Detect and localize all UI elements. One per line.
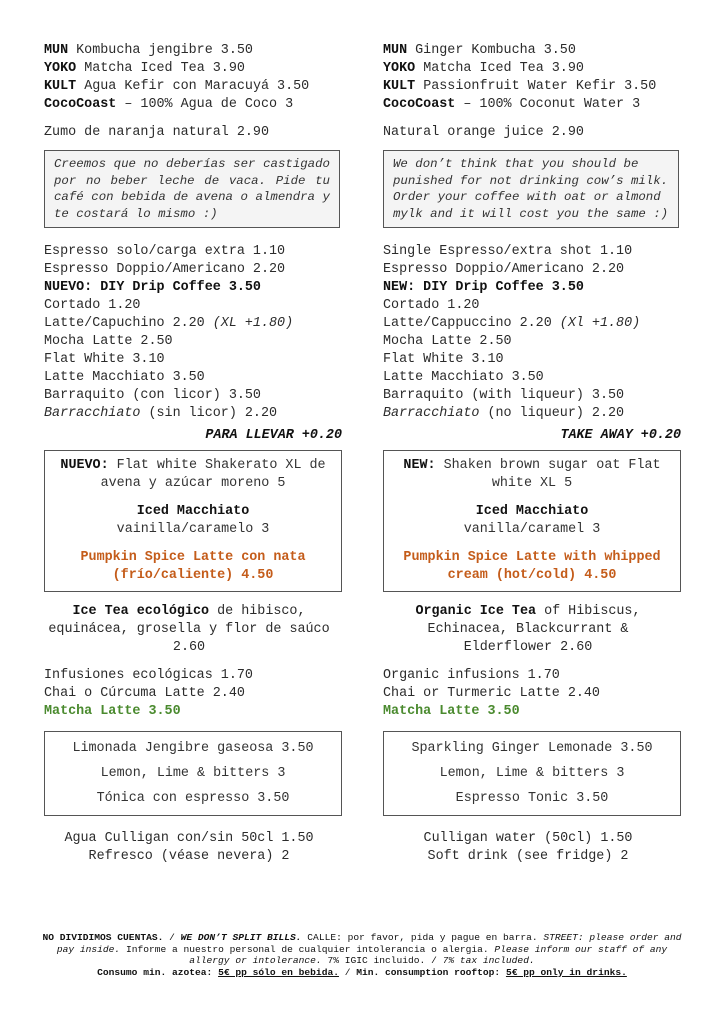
drink-mun-es: MUN Kombucha jengibre 3.50 (44, 43, 253, 58)
water-es: Agua Culligan con/sin 50cl 1.50 (64, 831, 314, 846)
drink-kult-es: KULT Agua Kefir con Maracuyá 3.50 (44, 79, 310, 94)
soft-drinks-box-es (44, 731, 342, 816)
drink-cococoast-es: CocoCoast – 100% Agua de Coco 3 (44, 97, 294, 112)
iced-macchiato-en: Iced Macchiato vanilla/caramel 3 (463, 504, 601, 537)
flat-white-en: Flat White 3.10 (383, 352, 504, 367)
takeaway-surcharge-en: TAKE AWAY +0.20 (560, 428, 681, 443)
lemon-lime-bitters-es: Lemon, Lime & bitters 3 (100, 766, 286, 781)
infusions-es: Infusiones ecológicas 1.70 (44, 668, 253, 683)
specials-box-en (383, 450, 681, 592)
drip-coffee-es: NUEVO: DIY Drip Coffee 3.50 (44, 280, 261, 295)
lemonade-es: Limonada Jengibre gaseosa 3.50 (72, 741, 314, 756)
mocha-es: Mocha Latte 2.50 (44, 334, 173, 349)
bottled-drinks-en (383, 42, 683, 114)
latte-macchiato-en: Latte Macchiato 3.50 (383, 370, 544, 385)
barraquito-es: Barraquito (con licor) 3.50 (44, 388, 261, 403)
barraquito-en: Barraquito (with liqueur) 3.50 (383, 388, 625, 403)
orange-juice-en: Natural orange juice 2.90 (383, 125, 584, 140)
espresso-en: Single Espresso/extra shot 1.10 (383, 244, 633, 259)
milk-note-es: Creemos que no deberías ser castigado por no beber leche de vaca. Pide tu café con bebida de avena o almendra y te costará lo mismo :) (44, 150, 340, 228)
specials-box-es (44, 450, 342, 592)
barracchiato-en: Barracchiato (no liqueur) 2.20 (383, 406, 625, 421)
ice-tea-en: Organic Ice Tea of Hibiscus, Echinacea, Blackcurrant & Elderflower 2.60 (415, 604, 641, 655)
pumpkin-spice-latte-es: Pumpkin Spice Latte con nata (frío/caliente) 4.50 (80, 550, 306, 583)
barracchiato-es: Barracchiato (sin licor) 2.20 (44, 406, 278, 421)
drink-cococoast-en: CocoCoast – 100% Coconut Water 3 (383, 97, 641, 112)
tea-list-es (44, 667, 344, 721)
cortado-en: Cortado 1.20 (383, 298, 480, 313)
lemon-lime-bitters-en: Lemon, Lime & bitters 3 (439, 766, 625, 781)
soda-es: Refresco (véase nevera) 2 (88, 849, 290, 864)
latte-en: Latte/Cappuccino 2.20 (Xl +1.80) (383, 316, 641, 331)
milk-note-en: We don’t think that you should be punished for not drinking cow’s milk. Order your coffee with oat or almond mylk and it will cost you the same :) (383, 150, 679, 228)
footer-notice: NO DIVIDIMOS CUENTAS. / WE DON’T SPLIT BILLS. CALLE: por favor, pida y pague en barra. STREET: please order and pay inside. Informe a nuestro personal de cualquier intolerancia o alergia. Please inform our staff of any allergy or intolerance. 7% IGIC incluido. / 7% tax included. Consumo min. azotea: 5€ pp sólo en bebida. / Min. consumption rooftop: 5€ pp only in drinks. (42, 932, 682, 978)
cortado-es: Cortado 1.20 (44, 298, 141, 313)
soda-en: Soft drink (see fridge) 2 (427, 849, 629, 864)
latte-macchiato-es: Latte Macchiato 3.50 (44, 370, 205, 385)
espresso-tonic-es: Tónica con espresso 3.50 (96, 791, 290, 806)
water-soda-en (383, 830, 673, 866)
drink-yoko-es: YOKO Matcha Iced Tea 3.90 (44, 61, 245, 76)
lemonade-en: Sparkling Ginger Lemonade 3.50 (411, 741, 653, 756)
soft-drinks-box-en (383, 731, 681, 816)
shakerato-es: NUEVO: Flat white Shakerato XL de avena y azúcar moreno 5 (60, 458, 326, 491)
doppio-es: Espresso Doppio/Americano 2.20 (44, 262, 286, 277)
latte-es: Latte/Capuchino 2.20 (XL +1.80) (44, 316, 294, 331)
coffee-list-es (44, 243, 344, 423)
water-soda-es (44, 830, 334, 866)
shakerato-en: NEW: Shaken brown sugar oat Flat white XL 5 (403, 458, 661, 491)
iced-macchiato-es: Iced Macchiato vainilla/caramelo 3 (116, 504, 270, 537)
espresso-tonic-en: Espresso Tonic 3.50 (455, 791, 609, 806)
coffee-list-en (383, 243, 683, 423)
ice-tea-es: Ice Tea ecológico de hibisco, equinácea, grosella y flor de saúco 2.60 (48, 604, 330, 655)
spanish-menu-column (44, 42, 344, 866)
drink-kult-en: KULT Passionfruit Water Kefir 3.50 (383, 79, 657, 94)
drink-mun-en: MUN Ginger Kombucha 3.50 (383, 43, 576, 58)
pumpkin-spice-latte-en: Pumpkin Spice Latte with whipped cream (hot/cold) 4.50 (403, 550, 661, 583)
drink-yoko-en: YOKO Matcha Iced Tea 3.90 (383, 61, 584, 76)
water-en: Culligan water (50cl) 1.50 (423, 831, 633, 846)
matcha-latte-es: Matcha Latte 3.50 (44, 704, 181, 719)
bottled-drinks-es (44, 42, 344, 114)
matcha-latte-en: Matcha Latte 3.50 (383, 704, 520, 719)
orange-juice-es: Zumo de naranja natural 2.90 (44, 125, 269, 140)
drip-coffee-en: NEW: DIY Drip Coffee 3.50 (383, 280, 584, 295)
doppio-en: Espresso Doppio/Americano 2.20 (383, 262, 625, 277)
chai-en: Chai or Turmeric Latte 2.40 (383, 686, 600, 701)
tea-list-en (383, 667, 683, 721)
flat-white-es: Flat White 3.10 (44, 352, 165, 367)
takeaway-surcharge-es: PARA LLEVAR +0.20 (205, 428, 342, 443)
mocha-en: Mocha Latte 2.50 (383, 334, 512, 349)
english-menu-column (383, 42, 683, 866)
infusions-en: Organic infusions 1.70 (383, 668, 560, 683)
chai-es: Chai o Cúrcuma Latte 2.40 (44, 686, 245, 701)
espresso-es: Espresso solo/carga extra 1.10 (44, 244, 286, 259)
